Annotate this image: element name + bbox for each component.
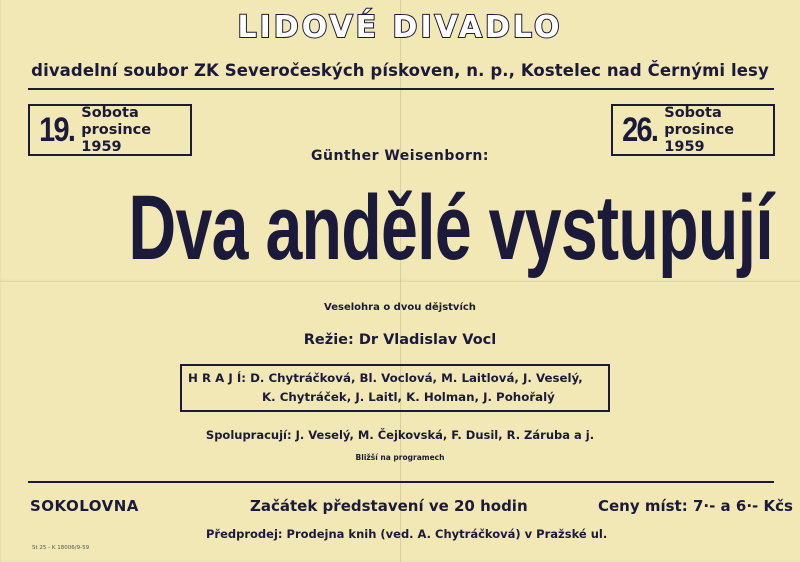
theatre-name: LIDOVÉ DIVADLO: [237, 10, 563, 45]
date-left-weekday: Sobota: [81, 104, 139, 121]
cast-line-1: H R A J Í: D. Chytráčková, Bl. Voclová, M. Laitlová, J. Veselý,: [188, 371, 583, 385]
date-right-weekday: Sobota: [664, 104, 722, 121]
date-right-month-year: prosince 1959: [664, 121, 735, 155]
date-left-day: 19.: [39, 110, 75, 149]
collaborators: Spolupracují: J. Veselý, M. Čejkovská, F. Dusil, R. Záruba a j.: [205, 428, 595, 442]
top-rule: [28, 88, 774, 90]
author: Günther Weisenborn:: [311, 148, 489, 164]
start-time: Začátek představení ve 20 hodin: [250, 497, 528, 515]
print-mark: St 25 - K 18006/9-59: [32, 545, 90, 551]
venue: SOKOLOVNA: [30, 497, 139, 515]
director: Režie: Dr Vladislav Vocl: [303, 332, 497, 348]
play-title: Dva andělé vystupují: [128, 177, 773, 279]
ensemble-line: divadelní soubor ZK Severočeských pískoven, n. p., Kostelec nad Černými lesy: [31, 61, 769, 80]
ticket-prices: Ceny míst: 7·- a 6·- Kčs: [598, 497, 793, 515]
program-note: Bližší na programech: [355, 453, 445, 462]
cast-line-2: K. Chytráček, J. Laitl, K. Holman, J. Pohořalý: [262, 390, 555, 404]
genre: Veselohra o dvou dějstvích: [324, 302, 476, 313]
cast-box: [180, 364, 610, 412]
presale-info: Předprodej: Prodejna knih (ved. A. Chytráčková) v Pražské ul.: [206, 527, 608, 541]
paper-fold-horizontal: [0, 281, 800, 282]
date-right-day: 26.: [622, 110, 658, 149]
date-left-month-year: prosince 1959: [81, 121, 152, 155]
bottom-rule: [28, 481, 774, 483]
